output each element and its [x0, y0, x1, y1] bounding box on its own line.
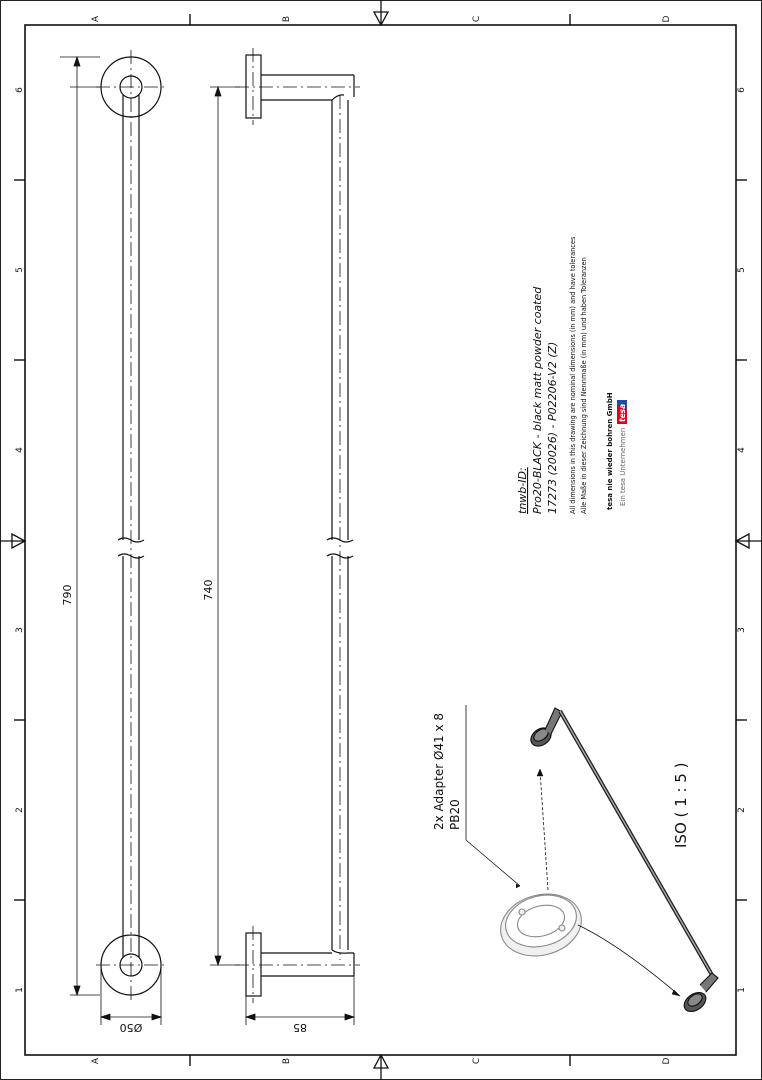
zone-letter: D — [662, 15, 672, 23]
zone-number: 6 — [15, 87, 25, 93]
zone-number: 4 — [737, 447, 747, 453]
title-article-line: 17273 (20026) - P02206-V2 (Z) — [546, 341, 559, 514]
company-name: tesa nie wieder bohren GmbH — [606, 392, 614, 510]
front-view — [96, 50, 166, 1000]
zone-number: 1 — [737, 987, 747, 993]
zone-number: 5 — [737, 267, 747, 273]
title-id-label: tnwb-ID: — [516, 467, 529, 514]
zone-letter: C — [472, 1057, 482, 1065]
zone-number: 1 — [15, 987, 25, 993]
dimension-rosette-diameter: Ø50 — [119, 1021, 143, 1034]
zone-number: 5 — [15, 267, 25, 273]
zone-number: 2 — [15, 807, 25, 813]
zone-number: 2 — [737, 807, 747, 813]
zone-letter: A — [91, 1057, 101, 1065]
zone-letter: B — [282, 1057, 292, 1065]
dimension-790 — [60, 57, 100, 995]
zone-letter: D — [662, 1057, 672, 1065]
adapter-callout-line1: 2x Adapter Ø41 x 8 — [432, 712, 446, 830]
zone-letter: A — [91, 15, 101, 23]
adapter-disc — [494, 885, 589, 964]
title-note-en: All dimensions in this drawing are nominal dimensions (in mm) and have tolerances — [569, 236, 577, 514]
scale-label: ISO ( 1 : 5 ) — [672, 762, 690, 848]
bottom-wall-plate — [246, 933, 261, 996]
top-wall-plate — [246, 55, 261, 118]
zone-ticks — [14, 14, 747, 1066]
side-view — [235, 48, 360, 1003]
zone-number: 4 — [15, 447, 25, 453]
zone-letter: C — [472, 15, 482, 23]
zone-number: 3 — [15, 627, 25, 633]
company-subtitle: Ein tesa Unternehmen — [619, 427, 627, 506]
dimension-740 — [210, 87, 240, 965]
title-product-line: Pro20-BLACK - black matt powder coated — [531, 286, 544, 514]
tesa-logo — [617, 400, 627, 424]
zone-number: 6 — [737, 87, 747, 93]
dimension-85 — [246, 976, 354, 1025]
zone-number: 3 — [737, 627, 747, 633]
dimension-projection: 85 — [293, 1021, 307, 1034]
dimension-bar-length: 740 — [202, 579, 215, 601]
isometric-view — [466, 705, 718, 1015]
tesa-logo-text: tesa — [618, 403, 627, 422]
title-block — [516, 236, 627, 514]
outer-frame — [1, 1, 762, 1080]
dimension-overall-length: 790 — [61, 584, 74, 606]
title-note-de: Alle Maße in dieser Zeichnung sind Nennmaße (in mm) und haben Toleranzen — [580, 257, 588, 514]
adapter-callout-line2: PB20 — [448, 799, 462, 830]
zone-letter: B — [282, 15, 292, 23]
